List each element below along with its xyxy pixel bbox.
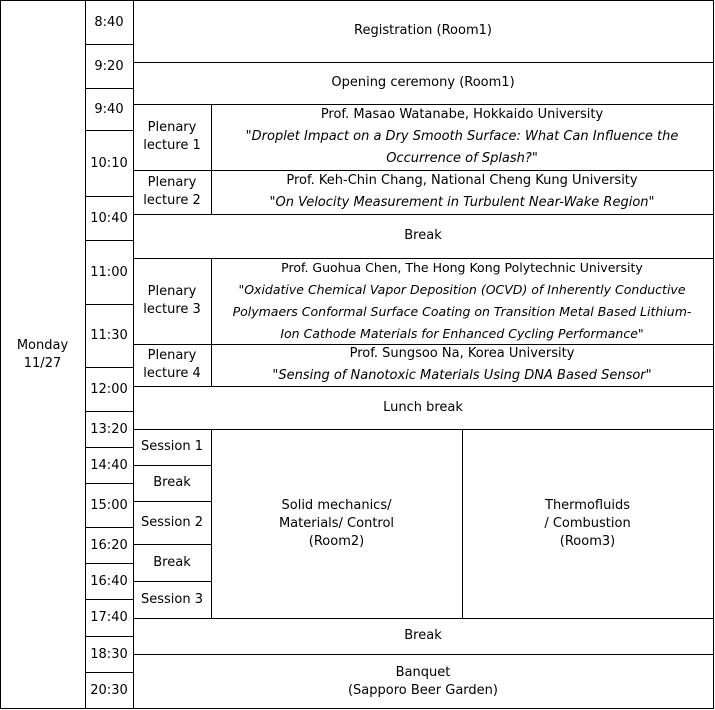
- grid-line: [85, 240, 133, 241]
- grid-line: [85, 88, 133, 89]
- plenary-label-2: [133, 170, 211, 214]
- session-break-cell: [133, 465, 211, 501]
- time-slot: [85, 527, 133, 563]
- plenary-talk-1: [211, 104, 713, 170]
- time-label: 9:20: [94, 58, 124, 74]
- grid-line: [0, 0, 714, 1]
- grid-line: [85, 672, 133, 673]
- session-cell: [133, 501, 211, 544]
- grid-line: [85, 411, 133, 412]
- grid-line: [133, 618, 714, 619]
- track-line: (Room2): [308, 533, 365, 549]
- time-slot: [85, 447, 133, 483]
- plenary-talk-3: [211, 258, 713, 344]
- grid-line: [85, 563, 133, 564]
- track-room2: [211, 429, 462, 618]
- grid-line: [211, 429, 212, 618]
- grid-line: [85, 599, 133, 600]
- plenary-label-3: [133, 258, 211, 344]
- break-text: Break: [404, 628, 442, 643]
- grid-line: [85, 483, 133, 484]
- session-label: Session 1: [140, 439, 203, 454]
- day-cell: [0, 0, 85, 709]
- grid-line: [0, 0, 1, 709]
- grid-line: [85, 196, 133, 197]
- registration-cell: [133, 0, 713, 62]
- talk-title-line: "On Velocity Measurement in Turbulent Near-Wake Region": [269, 195, 655, 210]
- time-slot: [85, 483, 133, 527]
- grid-line: [133, 386, 714, 387]
- grid-line: [133, 544, 211, 545]
- session-cell: [133, 581, 211, 618]
- grid-line: [133, 62, 714, 63]
- plenary-label-line: lecture 3: [143, 302, 201, 317]
- time-slot: [85, 196, 133, 240]
- grid-line: [0, 708, 714, 709]
- grid-line: [85, 367, 133, 368]
- grid-line: [713, 0, 714, 709]
- talk-title-line: "Sensing of Nanotoxic Materials Using DNA Based Sensor": [272, 368, 652, 383]
- time-slot: [85, 411, 133, 447]
- time-label: 15:00: [90, 497, 128, 513]
- plenary-label-4: [133, 344, 211, 386]
- registration-text: Registration (Room1): [354, 23, 492, 38]
- plenary-label-line: lecture 4: [143, 366, 201, 381]
- track-line: Materials/ Control: [278, 515, 395, 531]
- grid-line: [211, 104, 212, 214]
- lunch-break-text: Lunch break: [383, 399, 463, 415]
- track-line: Thermofluids: [545, 497, 630, 513]
- talk-title-line: Ion Cathode Materials for Enhanced Cycling Performance": [280, 326, 644, 341]
- time-label: 10:40: [90, 210, 128, 226]
- grid-line: [133, 344, 714, 345]
- grid-line: [85, 447, 133, 448]
- day-date: 11/27: [23, 355, 62, 371]
- time-slot: [85, 44, 133, 88]
- plenary-label-line: Plenary: [147, 175, 197, 190]
- time-slot: [85, 636, 133, 672]
- grid-line: [462, 429, 463, 618]
- time-slot: [85, 130, 133, 196]
- track-line: (Room3): [559, 533, 616, 549]
- grid-line: [133, 429, 714, 430]
- speaker: Prof. Masao Watanabe, Hokkaido University: [320, 107, 604, 122]
- time-slot: [85, 88, 133, 130]
- time-slot: [85, 304, 133, 367]
- talk-title-line: "Oxidative Chemical Vapor Deposition (OCVD) of Inherently Conductive: [238, 282, 686, 297]
- time-label: 17:40: [90, 610, 128, 625]
- grid-line: [133, 258, 714, 259]
- grid-line: [211, 258, 212, 386]
- time-label: 16:20: [90, 537, 128, 553]
- speaker: Prof. Guohua Chen, The Hong Kong Polytechnic University: [281, 260, 643, 275]
- session-label: Session 2: [140, 514, 203, 530]
- talk-title-line: Occurrence of Splash?": [386, 151, 538, 166]
- time-slot: [85, 672, 133, 709]
- plenary-talk-2: [211, 170, 713, 214]
- plenary-label-line: Plenary: [147, 284, 197, 299]
- time-slot: [85, 599, 133, 636]
- banquet-text: Banquet: [395, 664, 451, 680]
- grid-line: [133, 0, 134, 709]
- time-label: 12:00: [90, 381, 128, 397]
- plenary-label-line: lecture 2: [143, 193, 201, 208]
- grid-line: [85, 0, 86, 709]
- time-slot: [85, 367, 133, 411]
- grid-line: [133, 214, 714, 215]
- time-slot: [85, 240, 133, 304]
- talk-title-line: Polymaers Conformal Surface Coating on Transition Metal Based Lithium-: [232, 304, 692, 319]
- time-label: 9:40: [94, 101, 124, 117]
- time-label: 18:30: [90, 646, 128, 662]
- plenary-label-line: Plenary: [147, 348, 197, 363]
- plenary-talk-4: [211, 344, 713, 386]
- grid-line: [85, 636, 133, 637]
- session-label: Session 3: [140, 591, 203, 607]
- session-label: Break: [153, 475, 191, 490]
- time-label: 10:10: [90, 155, 128, 171]
- opening-ceremony-cell: [133, 62, 713, 104]
- break-cell-final: [133, 618, 713, 654]
- track-line: Solid mechanics/: [281, 497, 392, 513]
- grid-line: [85, 527, 133, 528]
- plenary-label-1: [133, 104, 211, 170]
- grid-line: [133, 170, 714, 171]
- time-label: 11:00: [90, 264, 128, 280]
- opening-ceremony-text: Opening ceremony (Room1): [331, 75, 515, 90]
- time-label: 14:40: [90, 457, 128, 473]
- plenary-label-line: lecture 1: [143, 138, 201, 153]
- grid-line: [85, 304, 133, 305]
- grid-line: [133, 501, 211, 502]
- grid-line: [133, 581, 211, 582]
- time-label: 20:30: [90, 683, 128, 698]
- time-label: 8:40: [94, 14, 124, 30]
- track-line: / Combustion: [544, 515, 631, 531]
- plenary-label-line: Plenary: [147, 120, 197, 135]
- time-label: 16:40: [90, 573, 128, 589]
- banquet-cell: [133, 654, 713, 709]
- time-slot: [85, 563, 133, 599]
- grid-line: [133, 654, 714, 655]
- time-label: 11:30: [90, 328, 128, 343]
- grid-line: [85, 130, 133, 131]
- grid-line: [133, 465, 211, 466]
- break-cell: [133, 214, 713, 258]
- banquet-venue: (Sapporo Beer Garden): [347, 682, 498, 698]
- talk-title-line: "Droplet Impact on a Dry Smooth Surface: What Can Influence the: [245, 129, 679, 144]
- speaker: Prof. Keh-Chin Chang, National Cheng Kung University: [286, 173, 638, 188]
- session-label: Break: [153, 554, 191, 570]
- grid-line: [133, 104, 714, 105]
- lunch-break-cell: [133, 386, 713, 429]
- time-label: 13:20: [90, 421, 128, 437]
- session-cell: [133, 429, 211, 465]
- speaker: Prof. Sungsoo Na, Korea University: [349, 346, 575, 361]
- grid-line: [85, 44, 133, 45]
- track-room3: [462, 429, 713, 618]
- time-slot: [85, 0, 133, 44]
- session-break-cell: [133, 544, 211, 581]
- day-name: Monday: [16, 337, 69, 353]
- break-text: Break: [404, 228, 442, 243]
